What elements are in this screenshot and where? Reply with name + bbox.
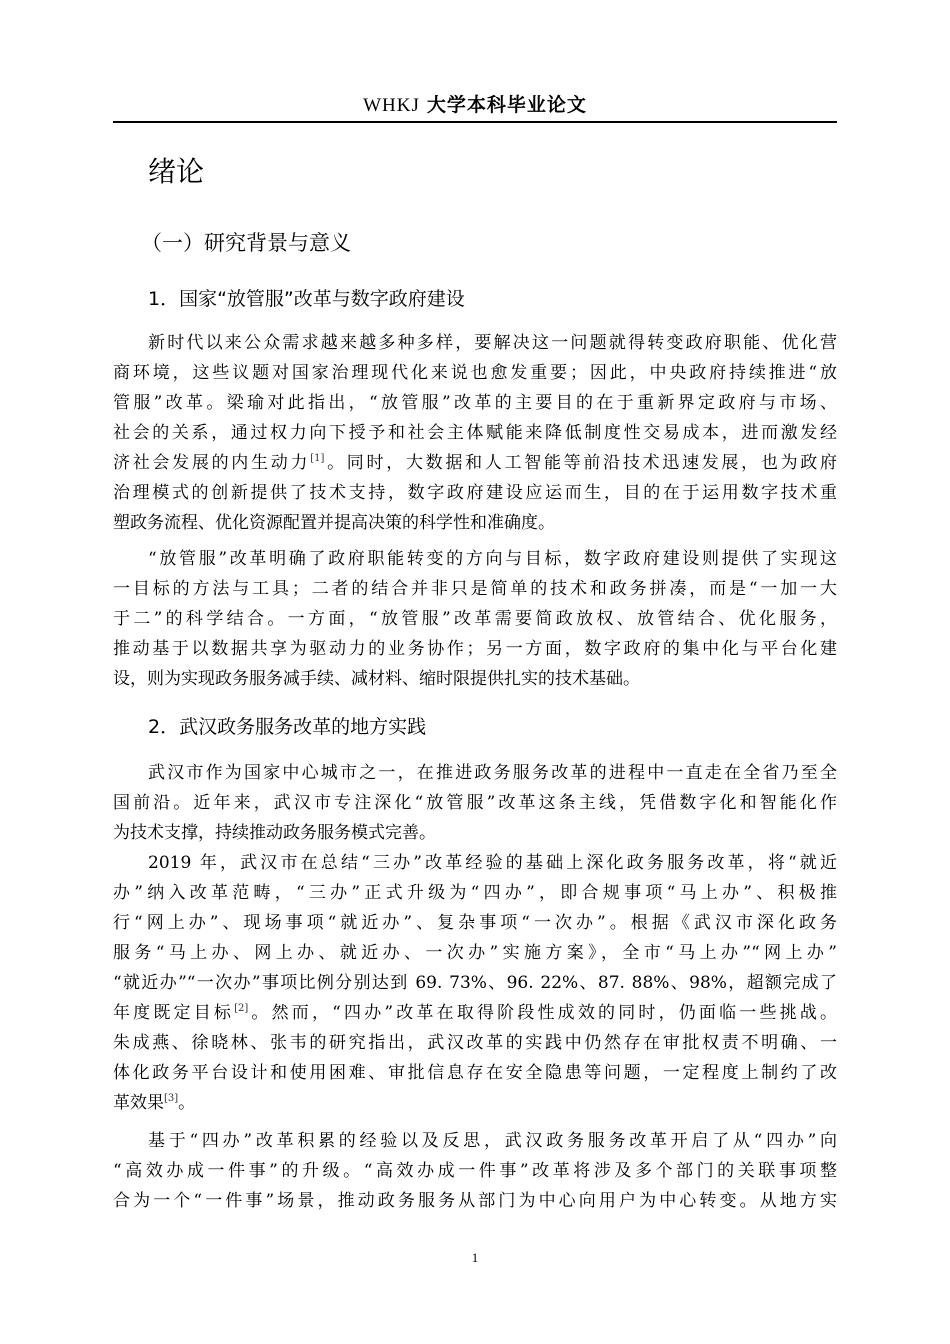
text-line: 治理模式的创新提供了技术支持，数字政府建设应运而生，目的在于运用数字技术重 [113, 483, 837, 503]
text-segment: 。 [178, 1093, 196, 1113]
paragraph-four-ways [113, 848, 837, 1118]
chapter-title: 绪论 [148, 155, 205, 188]
text-line: 管服”改革。梁瑜对此指出，“放管服”改革的主要目的在于重新界定政府与市场、 [113, 393, 837, 413]
text-line: 2019 年，武汉市在总结“三办”改革经验的基础上深化政务服务改革，将“就近 [148, 853, 837, 873]
paragraph-reform-digital-government [113, 544, 837, 694]
text-line: 合为一个“一件事”场景，推动政务服务从部门为中心向用户为中心转变。从地方实 [113, 1191, 837, 1211]
text-segment: 济社会发展的内生动力 [113, 453, 311, 473]
text-line: 推动基于以数据共享为驱动力的业务协作；另一方面，数字政府的集中化与平台化建 [113, 639, 837, 659]
text-segment: 年度既定目标 [113, 1003, 235, 1023]
text-line: 于二”的科学结合。一方面，“放管服”改革需要简政放权、放管结合、优化服务， [113, 609, 837, 629]
text-line: “高效办成一件事”的升级。“高效办成一件事”改革将涉及多个部门的关联事项整 [113, 1161, 837, 1181]
text-line: 新时代以来公众需求越来越多种多样，要解决这一问题就得转变政府职能、优化营 [148, 333, 837, 353]
paragraph-one-thing [113, 1126, 837, 1216]
text-line: 设，则为实现政务服务减手续、减材料、缩时限提供扎实的技术基础。 [113, 669, 640, 689]
text-line: 基于“四办”改革积累的经验以及反思，武汉政务服务改革开启了从“四办”向 [148, 1131, 837, 1151]
text-segment: 。同时，大数据和人工智能等前沿技术迅速发展，也为政府 [324, 453, 838, 473]
text-line: 服务“马上办、网上办、就近办、一次办”实施方案》，全市“马上办”“网上办” [113, 943, 837, 963]
text-line [113, 1088, 837, 1118]
citation-marker: [3] [164, 1093, 179, 1104]
text-line [113, 998, 837, 1028]
page-number: 1 [471, 1250, 479, 1265]
text-line: 塑政务流程、优化资源配置并提高决策的科学性和准确度。 [113, 513, 555, 533]
text-line: 为技术支撑，持续推动政务服务模式完善。 [113, 823, 436, 843]
header-title: 大学本科毕业论文 [426, 94, 587, 116]
subsection-heading-2: 2．武汉政务服务改革的地方实践 [148, 716, 427, 738]
text-line: 一目标的方法与工具；二者的结合并非只是简单的技术和政务拼凑，而是“一加一大 [113, 579, 837, 599]
section-heading: （一）研究背景与意义 [141, 231, 351, 255]
text-line: 社会的关系，通过权力向下授予和社会主体赋能来降低制度性交易成本，进而激发经 [113, 423, 837, 443]
text-line [113, 448, 837, 478]
text-segment: 。然而，“四办”改革在取得阶段性成效的同时，仍面临一些挑战。 [248, 1003, 837, 1023]
text-line: 商环境，这些议题对国家治理现代化来说也愈发重要；因此，中央政府持续推进“放 [113, 363, 837, 383]
citation-marker: [2] [234, 1003, 249, 1014]
text-segment: 革效果 [113, 1093, 164, 1113]
text-line: 朱成燕、徐晓林、张韦的研究指出，武汉改革的实践中仍然存在审批权责不明确、一 [113, 1033, 837, 1053]
text-line: “就近办”“一次办”事项比例分别达到 69. 73%、96. 22%、87. 88%、98%，超额完成了 [113, 973, 837, 993]
header-code: WHKJ [363, 95, 420, 116]
paragraph-reform-background [113, 328, 837, 538]
page-header [113, 90, 837, 121]
text-line: 办”纳入改革范畴，“三办”正式升级为“四办”，即合规事项“马上办”、积极推 [113, 883, 837, 903]
text-line: 体化政务平台设计和使用困难、审批信息存在安全隐患等问题，一定程度上制约了改 [113, 1063, 837, 1083]
text-line: 行“网上办”、现场事项“就近办”、复杂事项“一次办”。根据《武汉市深化政务 [113, 913, 837, 933]
header-rule [113, 121, 837, 123]
subsection-heading-1: 1．国家“放管服”改革与数字政府建设 [148, 288, 465, 310]
text-line: 武汉市作为国家中心城市之一，在推进政务服务改革的进程中一直走在全省乃至全 [148, 763, 837, 783]
citation-marker: [1] [310, 453, 325, 464]
paragraph-wuhan-intro [113, 758, 837, 848]
text-line: 国前沿。近年来，武汉市专注深化“放管服”改革这条主线，凭借数字化和智能化作 [113, 793, 837, 813]
text-line: “放管服”改革明确了政府职能转变的方向与目标，数字政府建设则提供了实现这 [148, 549, 837, 569]
